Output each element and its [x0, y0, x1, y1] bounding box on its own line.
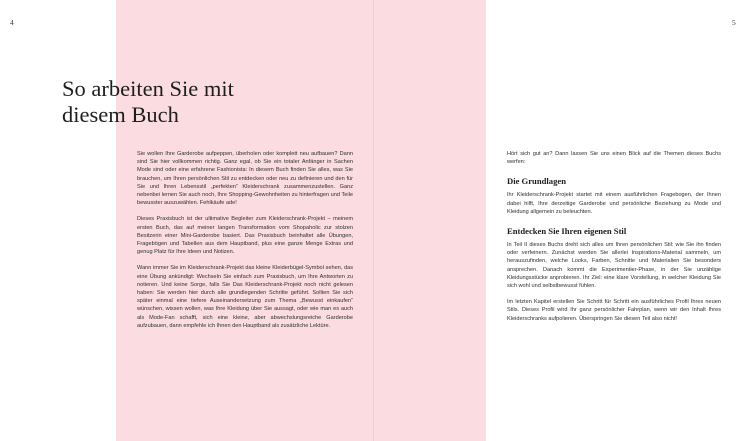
- intro-paragraph: Sie wollen Ihre Garderobe aufpeppen, überholen oder komplett neu aufbauen? Dann sind Sie hier vollkommen richtig. Ganz egal, ob Sie ein totaler Anfänger in Sachen Mode sind oder eine erfahrene Fashionista: In diesem Buch finden Sie alles, was Sie brauchen, um Ihren persönlichen Stil zu entdecken oder neu zu definieren und den für Sie und Ihren Lebensstil „perfekten“ Kleiderschrank zusammenzustellen. Ganz nebenbei lernen Sie auch noch, Ihre Shopping-Gewohnheiten zu hinterfragen und Teile bewusster auszuwählen. Fehlkäufe ade!: [137, 151, 353, 207]
- left-text-column: [137, 150, 353, 338]
- section-text-stil-profil: Im letzten Kapitel erstellen Sie Schritt für Schritt ein ausführliches Profil Ihres neuen Stils. Dieses Profil wird Ihr ganz persönlicher Fahrplan, wenn wir den Inhalt Ihres Kleiderschranks aufpolieren. Überspringen Sie diesen Teil also nicht!: [507, 299, 721, 322]
- heading-line-2: diesem Buch: [62, 102, 179, 127]
- praxisbuch-paragraph: Dieses Praxisbuch ist der ultimative Begleiter zum Kleiderschrank-Projekt – meinem ersten Buch, das auf meiner langen Transformation vom Shopaholic zur stolzen Besitzerin einer Mini-Garderobe basiert. Das Praxisbuch beinhaltet alle Übungen, Fragebögen und Tabellen aus dem Hauptband, plus eine ganze Menge Extras und genug Platz für Ihre Ideen und Notizen.: [137, 216, 353, 256]
- page-heading: [62, 76, 362, 128]
- heading-line-1: So arbeiten Sie mit: [62, 76, 234, 101]
- section-title-stil: Entdecken Sie Ihren eigenen Stil: [507, 226, 627, 237]
- right-text-column: [507, 150, 721, 331]
- section-text-grundlagen: Ihr Kleiderschrank-Projekt startet mit einem ausführlichen Fragebogen, der Ihnen dabei hilft, Ihre derzeitige Garderobe und persönliche Beziehung zu Mode und Kleidung allgemein zu beleuchten.: [507, 192, 721, 215]
- symbol-paragraph: Wann immer Sie im Kleiderschrank-Projekt das kleine Kleiderbügel-Symbol sehen, das eine Übung ankündigt: Wechseln Sie einfach zum Praxisbuch, um Ihre Antworten zu notieren. Und keine Sorge, falls Sie Das Kleiderschrank-Projekt noch nicht gelesen haben: Sie werden hier durch alle grundlegenden Schritte geführt. Sollten Sie sich später einmal eine tiefere Auseinandersetzung zum Thema „Bewusst einkaufen“ wünschen, wissen wollen, was Ihre Kleidung über Sie aussagt, oder wie man es auch als Mode-Fan schafft, sich eine kleine, aber abwechslungsreiche Garderobe aufzubauen, dann empfehle ich Ihnen den Hauptband als zusätzliche Lektüre.: [137, 265, 353, 329]
- section-title-grundlagen: Die Grundlagen: [507, 176, 566, 187]
- page-number-right: 5: [732, 18, 736, 27]
- accent-band-right: [373, 0, 486, 441]
- page-gutter: [373, 0, 374, 441]
- page-number-left: 4: [10, 18, 14, 27]
- section-text-stil: In Teil II dieses Buchs dreht sich alles um Ihren persönlichen Stil: wie Sie ihn finden oder verfeinern. Zunächst werden Sie allerlei Inspirations-Material sammeln, um herauszufinden, welche Looks, Farben, Schnitte und Materialien Sie besonders ansprechen. Danach kommt die Experimentier-Phase, in der Sie unzählige Kleidungsstücke anprobieren. Ihr Ziel: eine klare Vorstellung, in welcher Kleidung Sie sich wohl und selbstbewusst fühlen.: [507, 242, 721, 290]
- topics-intro: Hört sich gut an? Dann lassen Sie uns einen Blick auf die Themen dieses Buchs werfen:: [507, 151, 721, 166]
